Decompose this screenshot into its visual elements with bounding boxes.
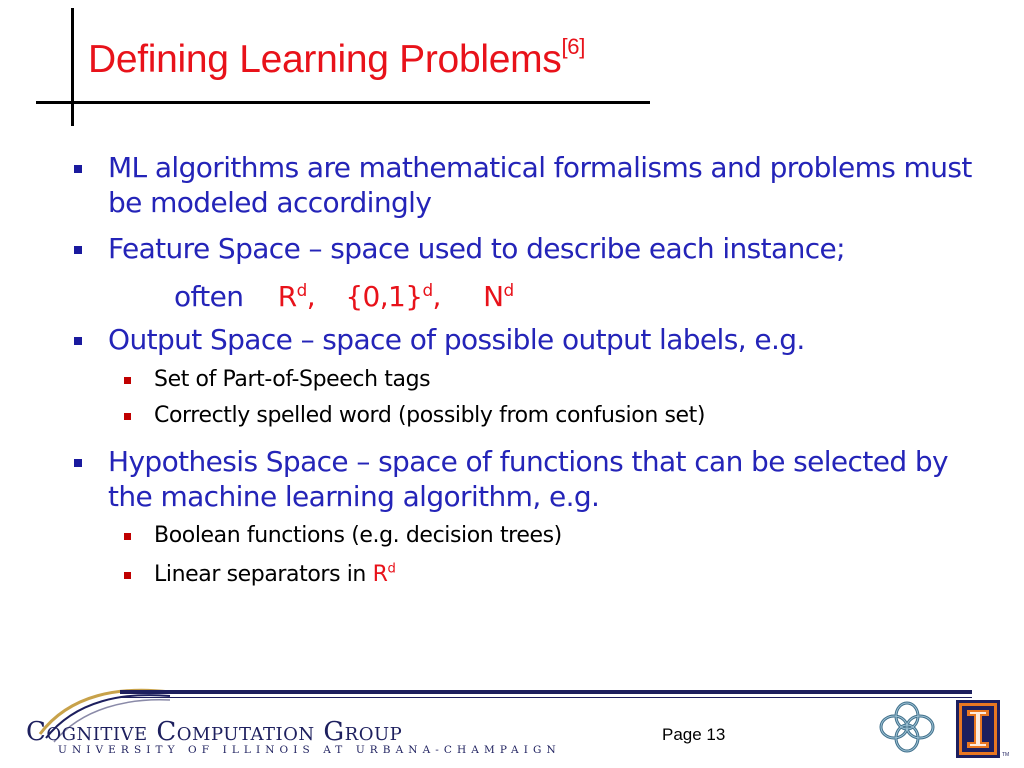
subbullet-text: Correctly spelled word (possibly from confusion set) [154, 403, 706, 428]
bullet-marker [74, 459, 82, 467]
bullet-text: Feature Space – space used to describe each instance; [108, 232, 845, 265]
footer-rule-thin [120, 697, 972, 698]
illinois-i-logo-icon [956, 700, 1000, 758]
subbullet-text: Set of Part-of-Speech tags [154, 367, 431, 392]
bullet-ml-algorithms [108, 150, 988, 220]
feature-space-examples [174, 279, 514, 314]
subbullet-text: Linear separators in [154, 562, 366, 587]
bullet-feature-space [108, 231, 988, 266]
subbullet-marker [124, 413, 131, 420]
bullet-marker [74, 165, 82, 173]
subbullet-marker [124, 572, 131, 579]
math-real-d: Rd, [277, 279, 315, 313]
subbullet-pos-tags [154, 366, 974, 394]
subbullet-boolean-functions [154, 522, 974, 550]
math-natural-d: Nd [483, 279, 514, 313]
bullet-marker [74, 246, 82, 254]
subbullet-marker [124, 533, 131, 540]
university-name: UNIVERSITY OF ILLINOIS AT URBANA-CHAMPAIGN [58, 744, 561, 756]
subbullet-text: Boolean functions (e.g. decision trees) [154, 523, 562, 548]
math-binary-d: {0,1}d, [345, 279, 441, 313]
page-number: Page 13 [662, 725, 726, 744]
group-logo-text: Cognitive Computation Group [26, 717, 403, 747]
celtic-knot-icon [876, 700, 938, 754]
slide-title-text: Defining Learning Problems [88, 38, 562, 81]
bullet-output-space [108, 322, 988, 357]
title-citation: [6] [561, 34, 586, 59]
subbullet-spelled-word [154, 402, 974, 430]
often-word: often [174, 280, 244, 313]
bullet-text: ML algorithms are mathematical formalisms and problems must be modeled accordingly [108, 151, 972, 219]
bullet-text: Hypothesis Space – space of functions that can be selected by the machine learning algorithm, e.g. [108, 445, 948, 513]
bullet-text: Output Space – space of possible output labels, e.g. [108, 323, 805, 356]
bullet-hypothesis-space [108, 444, 988, 514]
subbullet-marker [124, 377, 131, 384]
trademark-mark: TM [1002, 752, 1010, 758]
bullet-marker [74, 337, 82, 345]
math-real-d-inline: $R^d$ [372, 561, 396, 587]
subbullet-linear-separators [154, 561, 974, 589]
footer-rule-thick [120, 690, 972, 694]
